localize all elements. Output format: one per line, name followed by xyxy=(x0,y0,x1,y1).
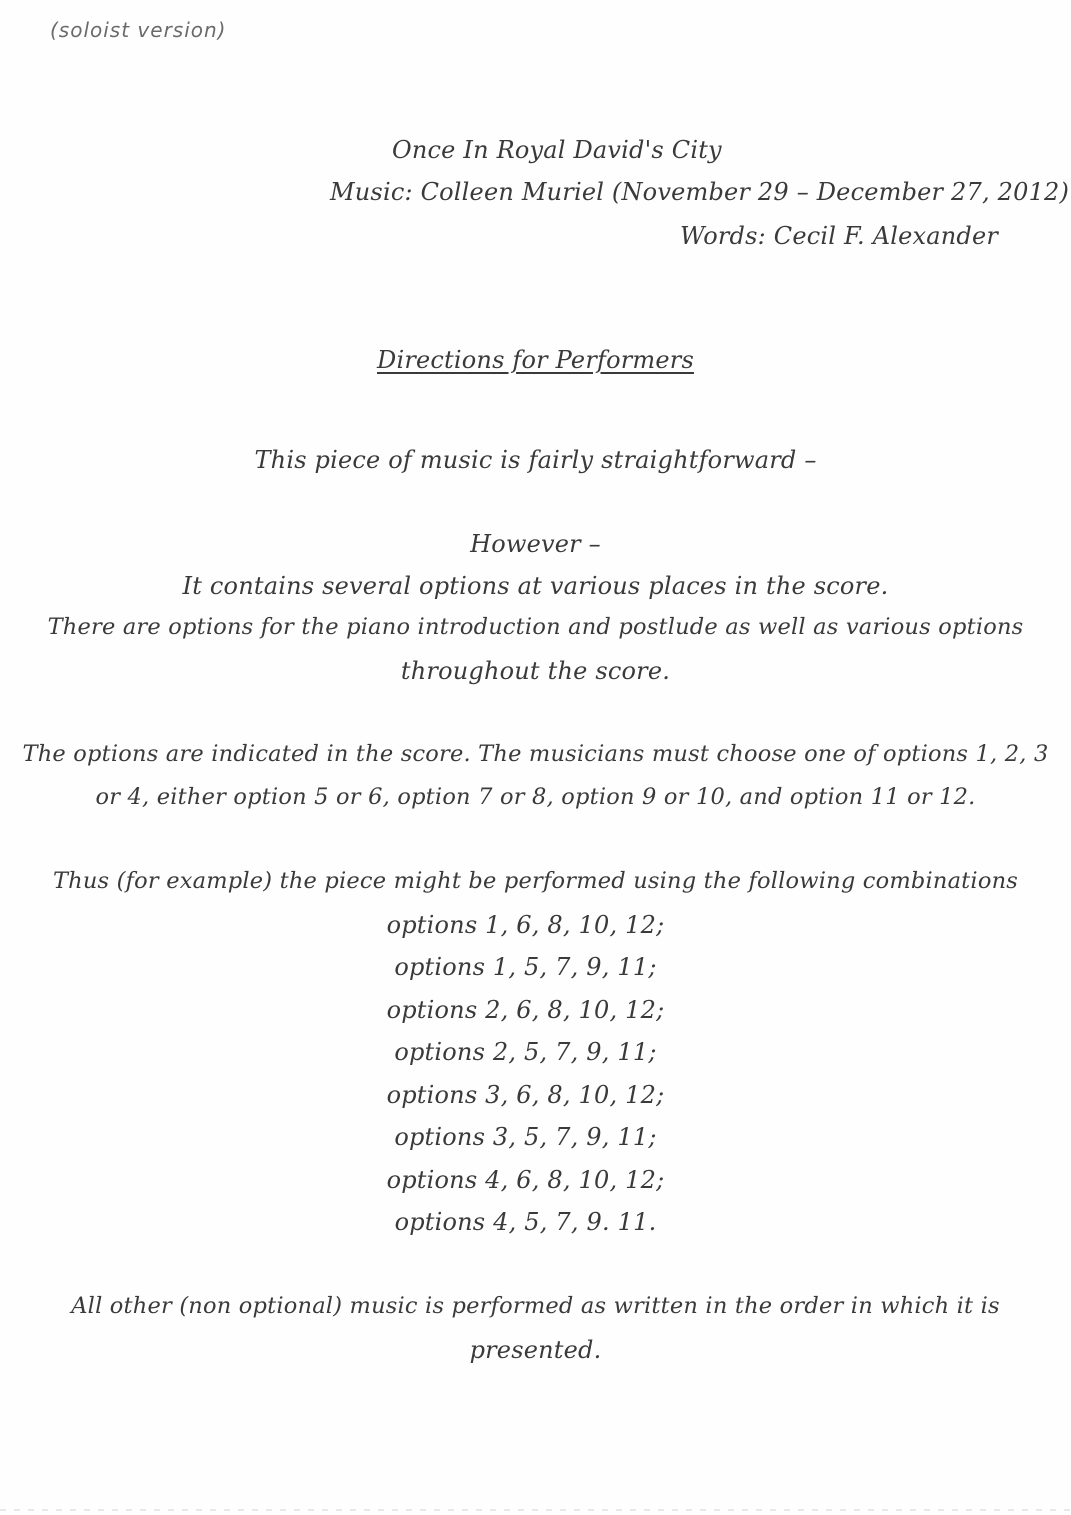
combination-line: options 1, 6, 8, 10, 12; xyxy=(386,911,665,939)
intro-text: This piece of music is fairly straightforward – xyxy=(254,446,817,474)
scan-edge-artifact xyxy=(0,1509,1071,1511)
music-credit: Music: Colleen Muriel (November 29 – December 27, 2012) xyxy=(330,178,1070,206)
however-text: However – xyxy=(470,530,601,558)
closing-text-line2: presented. xyxy=(469,1336,602,1364)
closing-text-line1: All other (non optional) music is performed as written in the order in which it is xyxy=(71,1293,1000,1319)
directions-heading xyxy=(0,346,1071,374)
piece-title: Once In Royal David's City xyxy=(392,136,722,164)
options-text-line2: throughout the score. xyxy=(400,657,671,685)
options-text-line1: There are options for the piano introduction and postlude as well as various options xyxy=(47,614,1024,640)
combination-line: options 2, 5, 7, 9, 11; xyxy=(394,1038,657,1066)
combination-line: options 3, 6, 8, 10, 12; xyxy=(386,1081,665,1109)
contains-text: It contains several options at various places in the score. xyxy=(182,572,889,600)
combination-line: options 1, 5, 7, 9, 11; xyxy=(394,953,657,981)
words-credit: Words: Cecil F. Alexander xyxy=(680,222,999,250)
directions-heading-text: Directions for Performers xyxy=(377,346,694,374)
combination-line: options 4, 5, 7, 9. 11. xyxy=(394,1208,657,1236)
thus-text: Thus (for example) the piece might be performed using the following combinations xyxy=(52,868,1019,894)
combination-line: options 4, 6, 8, 10, 12; xyxy=(386,1166,665,1194)
indicated-text-line2: or 4, either option 5 or 6, option 7 or 8, option 9 or 10, and option 11 or 12. xyxy=(95,784,976,810)
indicated-text-line1: The options are indicated in the score. The musicians must choose one of options 1, 2, 3 xyxy=(22,741,1049,767)
combination-line: options 2, 6, 8, 10, 12; xyxy=(386,996,665,1024)
combination-line: options 3, 5, 7, 9, 11; xyxy=(394,1123,657,1151)
handwritten-annotation: (soloist version) xyxy=(50,18,227,42)
